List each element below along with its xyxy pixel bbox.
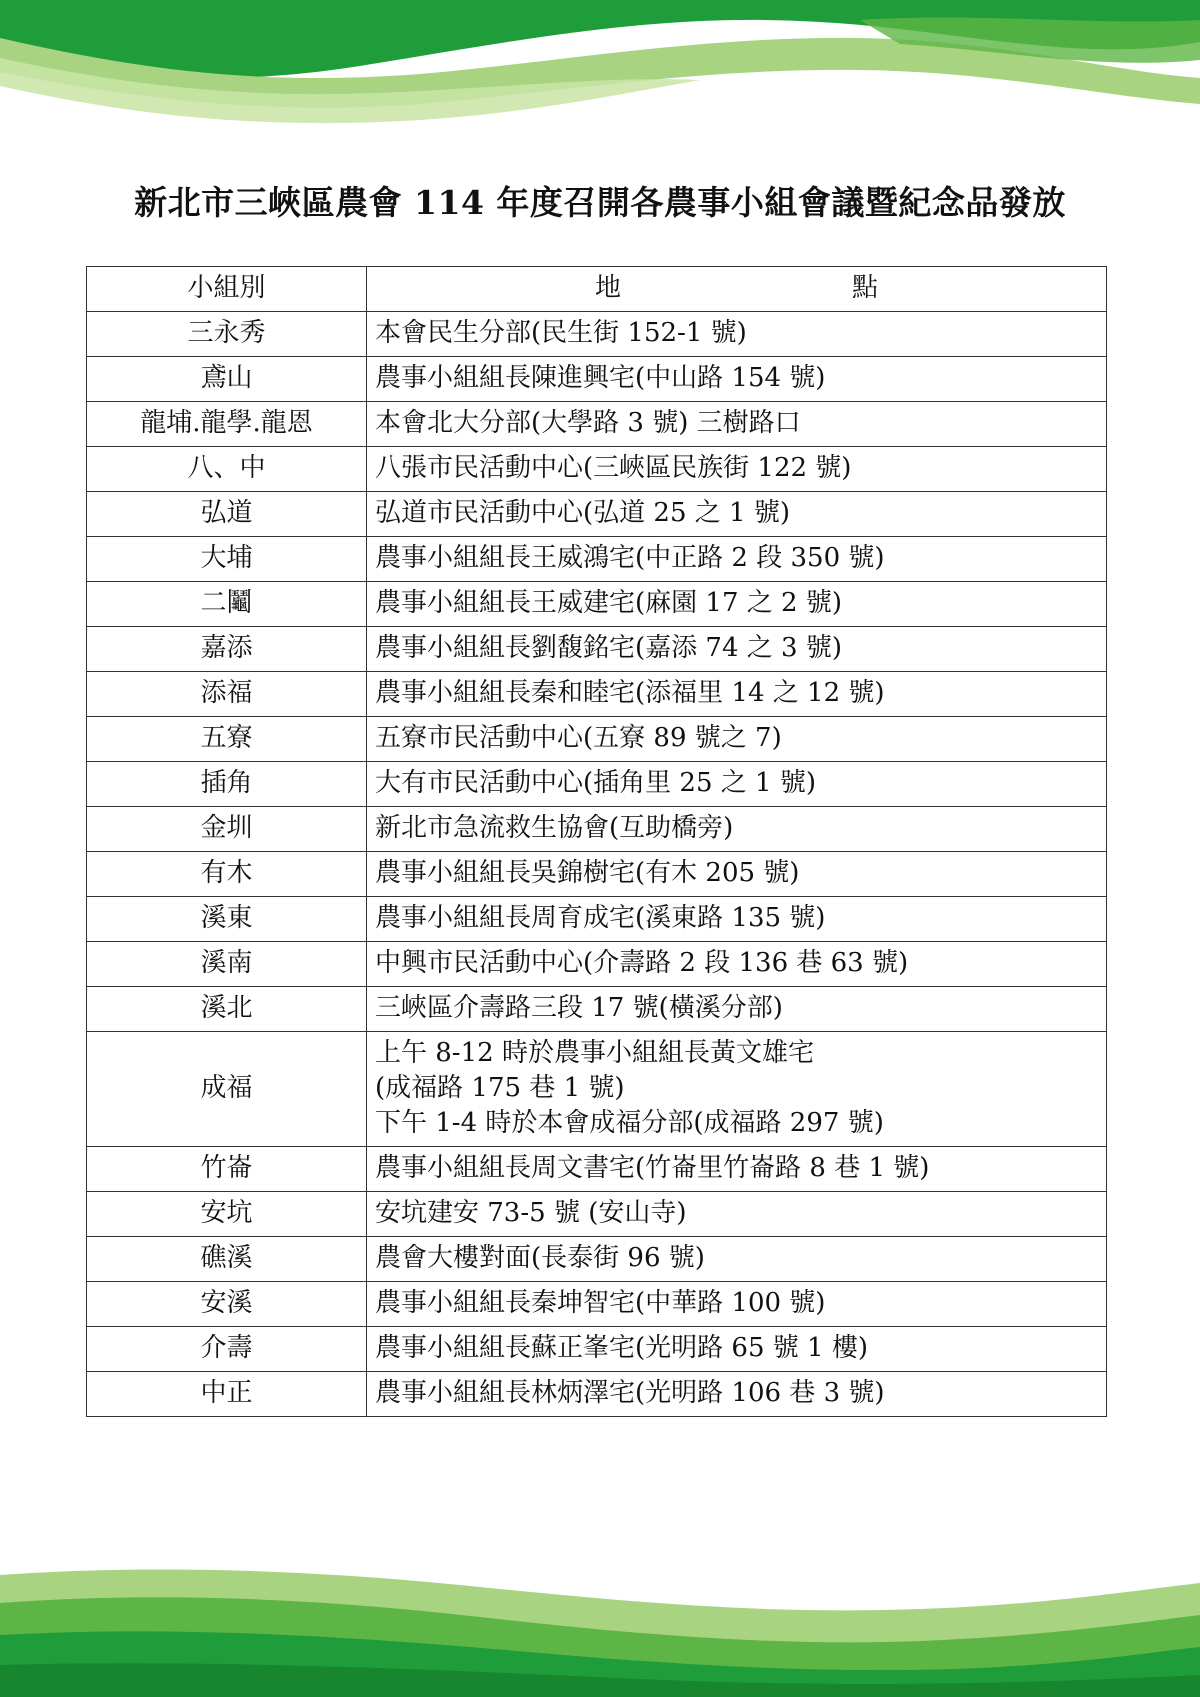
table-row xyxy=(87,852,1107,897)
location-line: 農事小組組長秦和睦宅(添福里 14 之 12 號) xyxy=(375,678,885,708)
table-row xyxy=(87,717,1107,762)
table-row xyxy=(87,942,1107,987)
location-line: 農事小組組長周育成宅(溪東路 135 號) xyxy=(375,903,826,933)
location-line: 農事小組組長蘇正峯宅(光明路 65 號 1 樓) xyxy=(375,1333,868,1363)
location-cell xyxy=(367,987,1107,1032)
location-cell xyxy=(367,1147,1107,1192)
location-line: 中興市民活動中心(介壽路 2 段 136 巷 63 號) xyxy=(375,948,909,978)
location-line: 上午 8-12 時於農事小組組長黃文雄宅 xyxy=(375,1038,814,1068)
group-name-cell: 八、中 xyxy=(87,447,367,492)
group-name-cell: 溪南 xyxy=(87,942,367,987)
group-name-cell: 龍埔.龍學.龍恩 xyxy=(87,402,367,447)
location-line: 弘道市民活動中心(弘道 25 之 1 號) xyxy=(375,498,790,528)
table-row xyxy=(87,807,1107,852)
table-header-row xyxy=(87,267,1107,312)
table-row xyxy=(87,447,1107,492)
location-line: 農事小組組長王威建宅(麻園 17 之 2 號) xyxy=(375,588,842,618)
location-cell xyxy=(367,672,1107,717)
location-cell xyxy=(367,852,1107,897)
table-row xyxy=(87,1237,1107,1282)
group-name-cell: 金圳 xyxy=(87,807,367,852)
location-line: 農事小組組長劉馥銘宅(嘉添 74 之 3 號) xyxy=(375,633,842,663)
group-name-cell: 安溪 xyxy=(87,1282,367,1327)
location-line: 農事小組組長秦坤智宅(中華路 100 號) xyxy=(375,1288,826,1318)
table-row xyxy=(87,1032,1107,1147)
location-cell xyxy=(367,1192,1107,1237)
table-row xyxy=(87,357,1107,402)
location-line: (成福路 175 巷 1 號) xyxy=(375,1073,625,1103)
location-cell xyxy=(367,492,1107,537)
group-name-cell: 添福 xyxy=(87,672,367,717)
location-line: 八張市民活動中心(三峽區民族街 122 號) xyxy=(375,453,852,483)
header-location xyxy=(367,267,1107,312)
table-row xyxy=(87,987,1107,1032)
location-cell xyxy=(367,627,1107,672)
group-name-cell: 溪北 xyxy=(87,987,367,1032)
location-cell xyxy=(367,312,1107,357)
location-line: 農事小組組長周文書宅(竹崙里竹崙路 8 巷 1 號) xyxy=(375,1153,930,1183)
location-line: 五寮市民活動中心(五寮 89 號之 7) xyxy=(375,723,782,753)
group-name-cell: 溪東 xyxy=(87,897,367,942)
table-row xyxy=(87,762,1107,807)
location-cell xyxy=(367,1237,1107,1282)
location-cell xyxy=(367,447,1107,492)
bottom-green-wave xyxy=(0,1555,1200,1697)
table-row xyxy=(87,1147,1107,1192)
group-name-cell: 成福 xyxy=(87,1032,367,1147)
document-title: 新北市三峽區農會 114 年度召開各農事小組會議暨紀念品發放 xyxy=(134,183,1066,222)
location-cell xyxy=(367,717,1107,762)
meeting-schedule-table xyxy=(86,266,1107,1417)
location-line: 大有市民活動中心(插角里 25 之 1 號) xyxy=(375,768,816,798)
group-name-cell: 二鬮 xyxy=(87,582,367,627)
table-row xyxy=(87,312,1107,357)
location-cell xyxy=(367,1282,1107,1327)
table-row xyxy=(87,582,1107,627)
group-name-cell: 安坑 xyxy=(87,1192,367,1237)
group-name-cell: 介壽 xyxy=(87,1327,367,1372)
group-name-cell: 弘道 xyxy=(87,492,367,537)
location-cell xyxy=(367,1372,1107,1417)
location-cell xyxy=(367,402,1107,447)
location-line: 安坑建安 73-5 號 (安山寺) xyxy=(375,1198,687,1228)
table-row xyxy=(87,1192,1107,1237)
group-name-cell: 嘉添 xyxy=(87,627,367,672)
group-name-cell: 礁溪 xyxy=(87,1237,367,1282)
table-row xyxy=(87,672,1107,717)
group-name-cell: 大埔 xyxy=(87,537,367,582)
table-row xyxy=(87,1372,1107,1417)
table-row xyxy=(87,537,1107,582)
location-line: 下午 1-4 時於本會成福分部(成福路 297 號) xyxy=(375,1108,884,1138)
group-name-cell: 插角 xyxy=(87,762,367,807)
header-location-left: 地 xyxy=(595,273,622,303)
location-line: 農事小組組長林炳澤宅(光明路 106 巷 3 號) xyxy=(375,1378,885,1408)
location-cell xyxy=(367,582,1107,627)
location-cell xyxy=(367,357,1107,402)
group-name-cell: 鳶山 xyxy=(87,357,367,402)
header-location-right: 點 xyxy=(851,273,878,303)
table-row xyxy=(87,1282,1107,1327)
location-cell xyxy=(367,1327,1107,1372)
location-cell xyxy=(367,942,1107,987)
location-cell xyxy=(367,537,1107,582)
location-line: 農會大樓對面(長泰街 96 號) xyxy=(375,1243,705,1273)
header-group: 小組別 xyxy=(87,267,367,312)
location-line: 本會民生分部(民生街 152-1 號) xyxy=(375,318,747,348)
table-row xyxy=(87,627,1107,672)
group-name-cell: 中正 xyxy=(87,1372,367,1417)
location-cell xyxy=(367,1032,1107,1147)
table-row xyxy=(87,402,1107,447)
group-name-cell: 竹崙 xyxy=(87,1147,367,1192)
group-name-cell: 三永秀 xyxy=(87,312,367,357)
location-line: 新北市急流救生協會(互助橋旁) xyxy=(375,813,734,843)
top-green-wave xyxy=(0,0,1200,150)
group-name-cell: 五寮 xyxy=(87,717,367,762)
location-line: 本會北大分部(大學路 3 號) 三樹路口 xyxy=(375,408,801,438)
location-cell xyxy=(367,807,1107,852)
table-row xyxy=(87,1327,1107,1372)
location-cell xyxy=(367,897,1107,942)
location-line: 農事小組組長吳錦樹宅(有木 205 號) xyxy=(375,858,800,888)
location-line: 農事小組組長王威鴻宅(中正路 2 段 350 號) xyxy=(375,543,885,573)
location-line: 三峽區介壽路三段 17 號(橫溪分部) xyxy=(375,993,783,1023)
location-cell xyxy=(367,762,1107,807)
location-line: 農事小組組長陳進興宅(中山路 154 號) xyxy=(375,363,826,393)
table-row xyxy=(87,492,1107,537)
table-body xyxy=(87,312,1107,1417)
table-row xyxy=(87,897,1107,942)
group-name-cell: 有木 xyxy=(87,852,367,897)
